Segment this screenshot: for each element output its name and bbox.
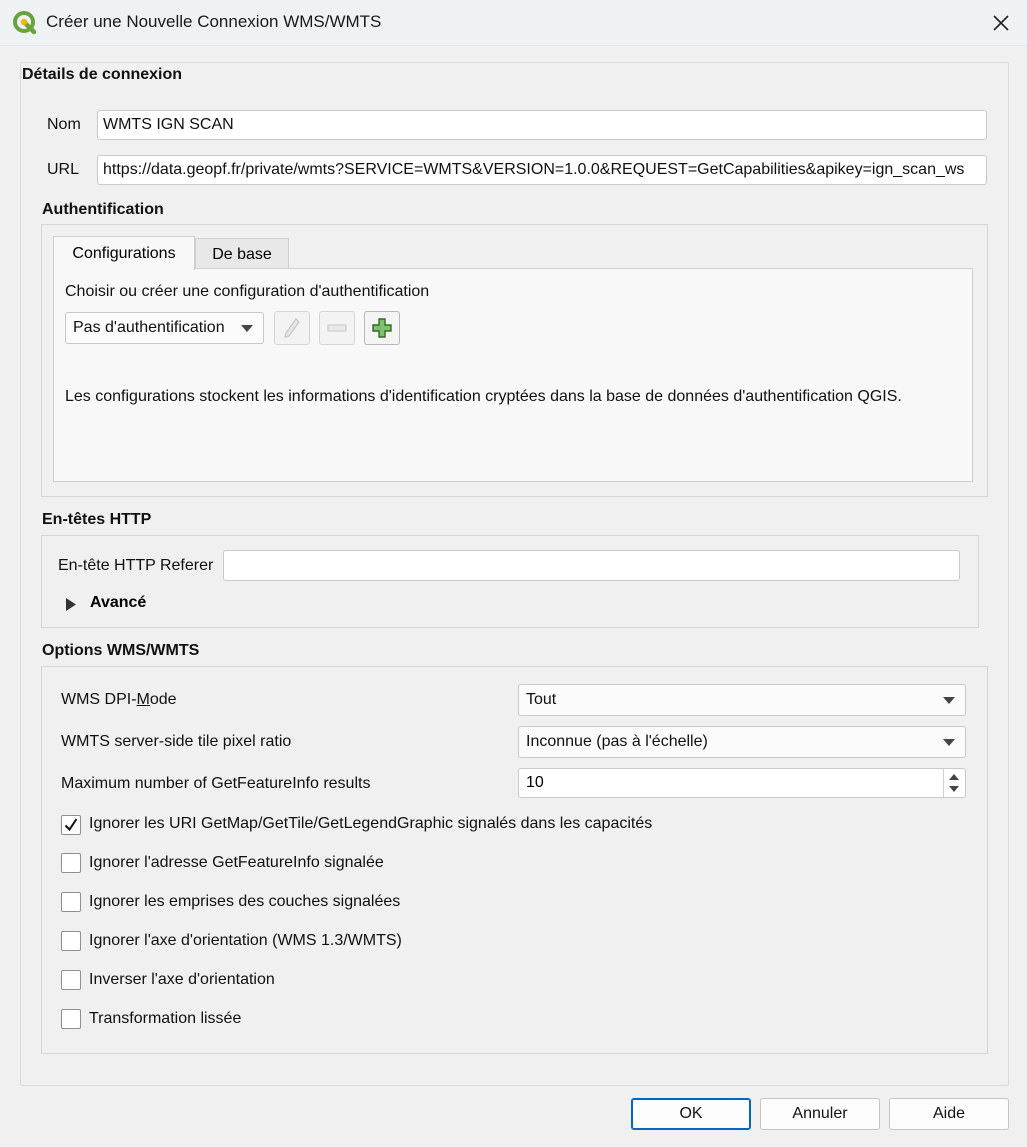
minus-icon xyxy=(326,322,348,334)
referer-label: En-tête HTTP Referer xyxy=(58,557,214,574)
http-headers-frame xyxy=(41,535,979,628)
spinbox-buttons[interactable] xyxy=(943,769,965,797)
wms-options-title: Options WMS/WMTS xyxy=(42,642,200,659)
auth-config-dropdown[interactable] xyxy=(65,312,264,344)
triangle-right-icon xyxy=(65,598,76,611)
tab-configurations-label: Configurations xyxy=(72,244,176,262)
ignore-axis-orientation-label[interactable]: Ignorer l'axe d'orientation (WMS 1.3/WMTS) xyxy=(89,932,402,949)
dpi-mode-label-suffix: ode xyxy=(149,691,177,708)
chevron-down-icon xyxy=(241,325,253,332)
http-headers-title: En-têtes HTTP xyxy=(42,511,152,528)
authentication-title: Authentification xyxy=(42,201,164,218)
auth-config-prompt: Choisir ou créer une configuration d'authentification xyxy=(65,283,430,300)
tab-basic[interactable] xyxy=(195,238,289,270)
invert-axis-orientation-label[interactable]: Inverser l'axe d'orientation xyxy=(89,971,275,988)
invert-axis-orientation-checkbox[interactable] xyxy=(61,970,81,990)
advanced-label: Avancé xyxy=(90,594,147,611)
dpi-mode-dropdown[interactable] xyxy=(518,684,966,716)
max-results-value: 10 xyxy=(526,774,544,791)
ignore-extents-checkbox[interactable] xyxy=(61,892,81,912)
window-title: Créer une Nouvelle Connexion WMS/WMTS xyxy=(46,12,382,31)
edit-config-button[interactable] xyxy=(274,311,310,345)
ignore-getmap-uri-label[interactable]: Ignorer les URI GetMap/GetTile/GetLegendGraphic signalés dans les capacités xyxy=(89,815,653,832)
tile-ratio-value: Inconnue (pas à l'échelle) xyxy=(526,733,708,750)
tile-ratio-label: WMTS server-side tile pixel ratio xyxy=(61,733,292,750)
advanced-toggle[interactable] xyxy=(60,592,160,616)
ignore-getfeatureinfo-label[interactable]: Ignorer l'adresse GetFeatureInfo signalée xyxy=(89,854,384,871)
close-icon xyxy=(992,14,1010,32)
max-results-label: Maximum number of GetFeatureInfo results xyxy=(61,775,371,792)
auth-config-value: Pas d'authentification xyxy=(73,319,225,336)
url-label: URL xyxy=(47,161,80,178)
help-button[interactable]: Aide xyxy=(889,1098,1009,1130)
remove-config-button[interactable] xyxy=(319,311,355,345)
ok-button[interactable]: OK xyxy=(631,1098,751,1130)
checkmark-icon xyxy=(62,816,80,834)
tab-basic-label: De base xyxy=(212,245,272,263)
tab-configurations[interactable] xyxy=(53,236,195,270)
dpi-mode-label xyxy=(61,691,177,709)
dpi-mode-label-mnemonic: M xyxy=(136,691,150,708)
spin-up-icon[interactable] xyxy=(949,774,959,780)
add-config-button[interactable] xyxy=(364,311,400,345)
url-field[interactable] xyxy=(97,155,987,185)
auth-info-text: Les configurations stockent les informations d'identification cryptées dans la base de données d'authentification QGIS. xyxy=(65,388,902,405)
referer-field[interactable] xyxy=(223,550,960,581)
ignore-extents-label[interactable]: Ignorer les emprises des couches signalées xyxy=(89,893,401,910)
dpi-mode-label-prefix: WMS DPI- xyxy=(61,691,137,708)
name-label: Nom xyxy=(47,116,81,133)
smooth-transform-checkbox[interactable] xyxy=(61,1009,81,1029)
ignore-getmap-uri-checkbox[interactable] xyxy=(61,815,81,835)
spin-down-icon[interactable] xyxy=(949,786,959,792)
smooth-transform-label[interactable]: Transformation lissée xyxy=(89,1010,242,1027)
qgis-logo-icon xyxy=(12,10,38,36)
chevron-down-icon xyxy=(943,739,955,746)
plus-icon xyxy=(371,317,393,339)
ignore-getfeatureinfo-checkbox[interactable] xyxy=(61,853,81,873)
dpi-mode-value: Tout xyxy=(526,691,557,708)
chevron-down-icon xyxy=(943,697,955,704)
close-button[interactable] xyxy=(975,0,1027,46)
pencil-icon xyxy=(282,317,302,339)
cancel-button[interactable]: Annuler xyxy=(760,1098,880,1130)
max-results-spinbox[interactable] xyxy=(518,768,966,798)
name-field[interactable] xyxy=(97,110,987,140)
title-bar xyxy=(0,0,1027,46)
connection-details-title: Détails de connexion xyxy=(22,66,183,83)
tile-ratio-dropdown[interactable] xyxy=(518,726,966,758)
ignore-axis-orientation-checkbox[interactable] xyxy=(61,931,81,951)
